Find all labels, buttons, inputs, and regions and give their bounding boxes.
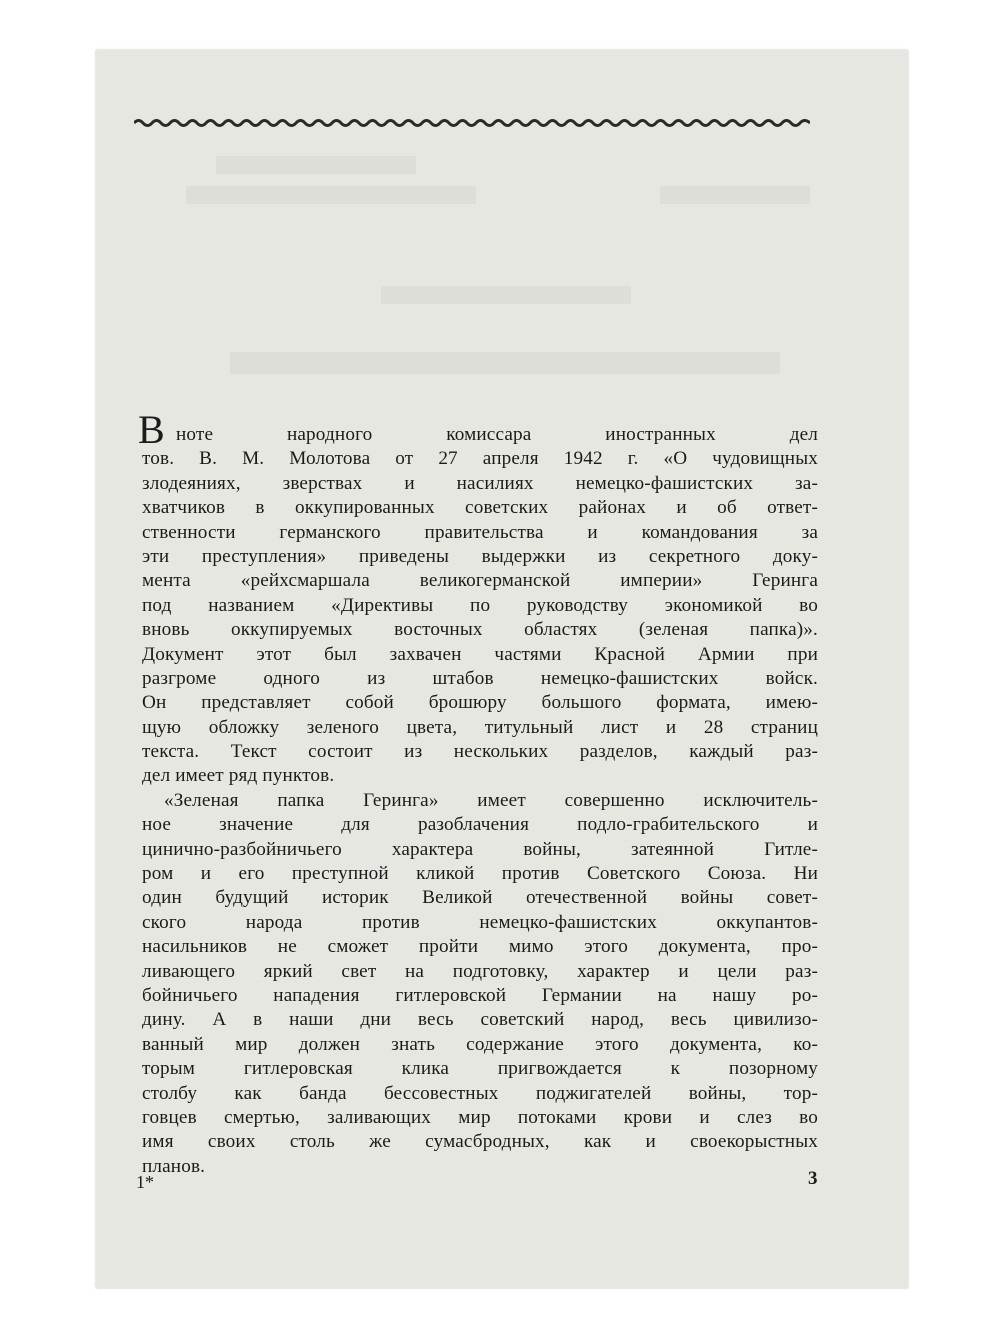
main-text: [138, 407, 818, 1179]
text-line: хватчиков в оккупированных советских районах и об ответ-: [142, 497, 818, 519]
text-line: ливающего яркий свет на подготовку, характер и цели раз-: [142, 960, 818, 982]
paragraph-2: [142, 789, 818, 1179]
drop-cap: В: [138, 407, 165, 452]
text-line: ского народа против немецко-фашистских оккупантов-: [142, 911, 818, 933]
text-line: щую обложку зеленого цвета, титульный лист и 28 страниц: [142, 716, 818, 738]
text-line: «Зеленая папка Геринга» имеет совершенно исключитель-: [164, 789, 818, 811]
book-page: [96, 50, 908, 1288]
text-line: дину. А в наши дни весь советский народ, весь цивилизо-: [142, 1009, 818, 1031]
text-line: торым гитлеровская клика пригвождается к позорному: [142, 1058, 818, 1080]
text-line: говцев смертью, заливающих мир потоками крови и слез во: [142, 1106, 818, 1128]
page-number: 3: [808, 1168, 818, 1189]
text-line: имя своих столь же сумасбродных, как и своекорыстных: [142, 1131, 818, 1153]
text-line: под названием «Директивы по руководству экономикой во: [142, 594, 818, 616]
text-line: планов.: [142, 1155, 206, 1177]
text-line: цинично-разбойничьего характера войны, затеянной Гитле-: [142, 838, 818, 860]
text-line: текста. Текст состоит из нескольких разделов, каждый раз-: [142, 741, 818, 763]
text-line: Он представляет собой брошюру большого формата, имею-: [142, 692, 818, 714]
text-line: ное значение для разоблачения подло-грабительского и: [142, 814, 818, 836]
text-line: ственности германского правительства и командования за: [142, 521, 818, 543]
text-line: дел имеет ряд пунктов.: [142, 765, 335, 787]
paragraph-1: [138, 407, 818, 789]
text-line: насильников не сможет пройти мимо этого документа, про-: [142, 936, 818, 958]
text-line: В ноте народного комиссара иностранных дел: [138, 407, 818, 452]
text-line: мента «рейхсмаршала великогерманской империи» Геринга: [142, 570, 818, 592]
text-line: разгроме одного из штабов немецко-фашистских войск.: [142, 667, 818, 689]
text-line: злодеяниях, зверствах и насилиях немецко-фашистских за-: [142, 472, 818, 494]
text-line: ванный мир должен знать содержание этого документа, ко-: [142, 1033, 818, 1055]
text-line: один будущий историк Великой отечественной войны совет-: [142, 887, 818, 909]
text-line: бойничьего нападения гитлеровской Германии на нашу ро-: [142, 984, 818, 1006]
signature-mark: 1*: [136, 1172, 154, 1192]
text-line: вновь оккупируемых восточных областях (зеленая папка)».: [142, 619, 818, 641]
text-line: ром и его преступной кликой против Советского Союза. Ни: [142, 863, 818, 885]
text-line: тов. В. М. Молотова от 27 апреля 1942 г. «О чудовищных: [142, 448, 818, 470]
text-line: эти преступления» приведены выдержки из секретного доку-: [142, 545, 818, 567]
wavy-rule-ornament: [134, 116, 810, 130]
text-line: столбу как банда бессовестных поджигателей войны, тор-: [142, 1082, 818, 1104]
text-line: Документ этот был захвачен частями Красной Армии при: [142, 643, 818, 665]
